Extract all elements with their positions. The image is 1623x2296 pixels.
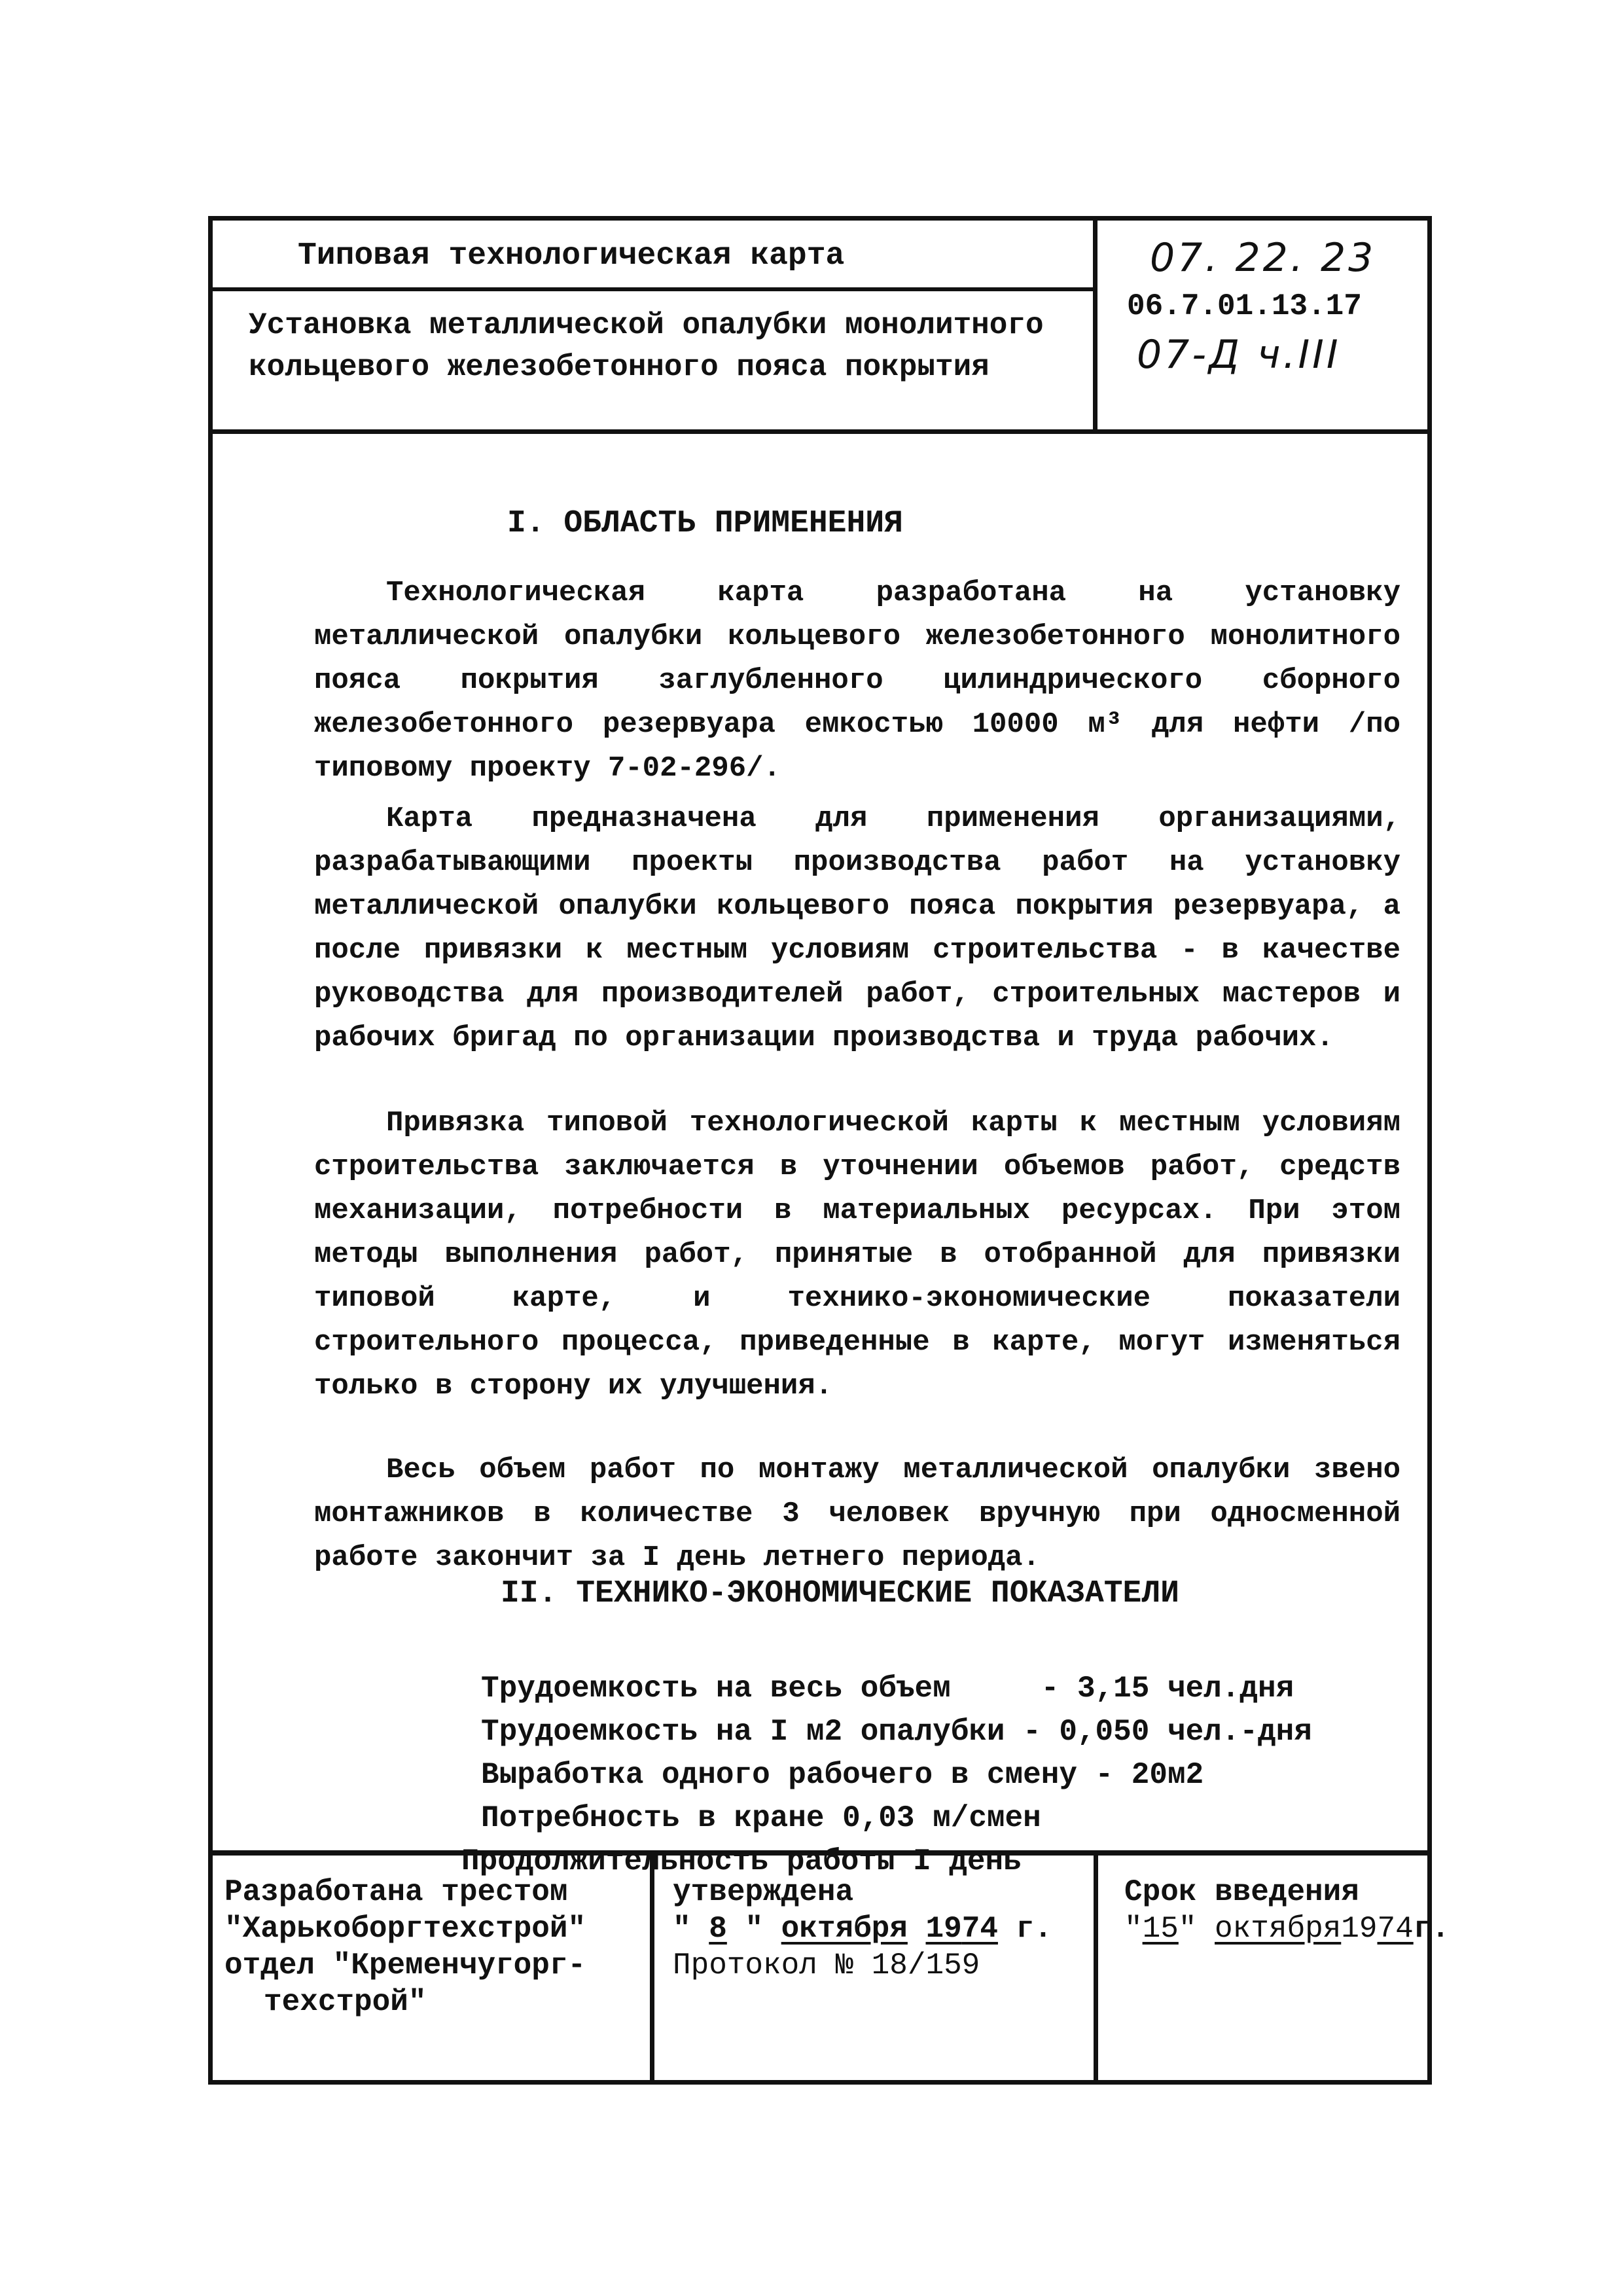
title-line-1: Установка металлической опалубки монолитного [249,308,1044,342]
title-block [213,221,1427,434]
intro-quote-open: " [1124,1912,1143,1946]
approved-day: 8 [709,1912,727,1946]
developed-line-1: Разработана трестом [224,1875,568,1909]
intro-year-suffix: г. [1413,1912,1450,1946]
section-1-paragraph-3: Привязка типовой технологической карты к местным условиям строительства заключается в уточнении объемов работ, средств механизации, потребности в материальных ресурсах. При этом методы выполнения работ, принятые в отобранной для привязки типовой карте, и технико-экономические показатели строительного процесса, приведенные в карте, могут изменяться только в сторону их улучшения. [314,1107,1400,1403]
section-1-paragraph-4: Весь объем работ по монтажу металлической опалубки звено монтажников в количестве 3 человек вручную при односменной работе закончит за I день летнего периода. [314,1454,1400,1574]
section-1-heading: I. ОБЛАСТЬ ПРИМЕНЕНИЯ [507,506,903,541]
introduction-cell [1098,1856,1450,2085]
title-cell [213,221,1097,429]
typed-code: 06.7.01.13.17 [1127,289,1362,323]
approved-quote-close: " [745,1912,764,1946]
handwritten-code-2: 07-Д ч.III [1137,332,1341,378]
document-title [249,304,1067,388]
handwritten-code-1: 07. 22. 23 [1150,235,1376,281]
developed-by-cell [213,1856,654,2085]
intro-date [1124,1910,1450,1947]
protocol-number: Протокол № 18/159 [673,1948,980,1982]
approved-month: октября [781,1912,908,1946]
approved-quote-open: " [673,1912,691,1946]
intro-month: октября [1215,1912,1342,1946]
approved-date [673,1910,1094,1947]
approved-year-prefix: 19 [925,1912,962,1946]
approved-cell [654,1856,1098,2085]
approved-label: утверждена [673,1875,854,1909]
section-1-paragraph-1: Технологическая карта разработана на установку металлической опалубки кольцевого железобетонного монолитного пояса покрытия заглубленного цилиндрического сборного железобетонного резервуара емкостью 10000 м³ для нефти /по типовому проекту 7-02-296/. [314,577,1400,785]
developed-line-2: "Харькоборгтехстрой" [224,1912,586,1946]
intro-year: 74 [1377,1912,1414,1946]
section-1-paragraph-2: Карта предназначена для применения организациями, разрабатывающими проекты производства работ на установку металлической опалубки кольцевого пояса покрытия резервуара, а после привязки к местным условиям строительства - в качестве руководства для производителей работ, строительных мастеров и рабочих бригад по организации производства и труда рабочих. [314,802,1400,1054]
section-2-heading: II. ТЕХНИКО-ЭКОНОМИЧЕСКИЕ ПОКАЗАТЕЛИ [501,1576,1179,1611]
document-frame [208,216,1450,2085]
indicator-crane-need: Потребность в кране 0,03 м/смен [481,1801,1041,1835]
developed-line-3: отдел "Кременчугорг- [224,1948,586,1982]
intro-label: Срок введения [1124,1875,1359,1909]
developed-line-4: техстрой" [264,1985,427,2019]
document-type: Типовая технологическая карта [213,221,1093,291]
indicator-labor-per-m2: Трудоемкость на I м2 опалубки - 0,050 чел.-дня [481,1715,1312,1749]
indicator-duration: Продолжительность работы I день [461,1844,1022,1878]
footer-block [213,1850,1450,2085]
approved-year-suffix: г. [1016,1912,1052,1946]
intro-day: 15 [1142,1912,1179,1946]
approved-year: 74 [961,1912,998,1946]
indicator-output-per-shift: Выработка одного рабочего в смену - 20м2 [481,1758,1204,1792]
title-line-2: кольцевого железобетонного пояса покрытия [249,350,990,384]
indicator-labor-total: Трудоемкость на весь объем - 3,15 чел.дня [481,1672,1294,1706]
intro-quote-close: " [1178,1912,1197,1946]
code-cell [1097,221,1427,429]
intro-year-prefix: 19 [1341,1912,1378,1946]
